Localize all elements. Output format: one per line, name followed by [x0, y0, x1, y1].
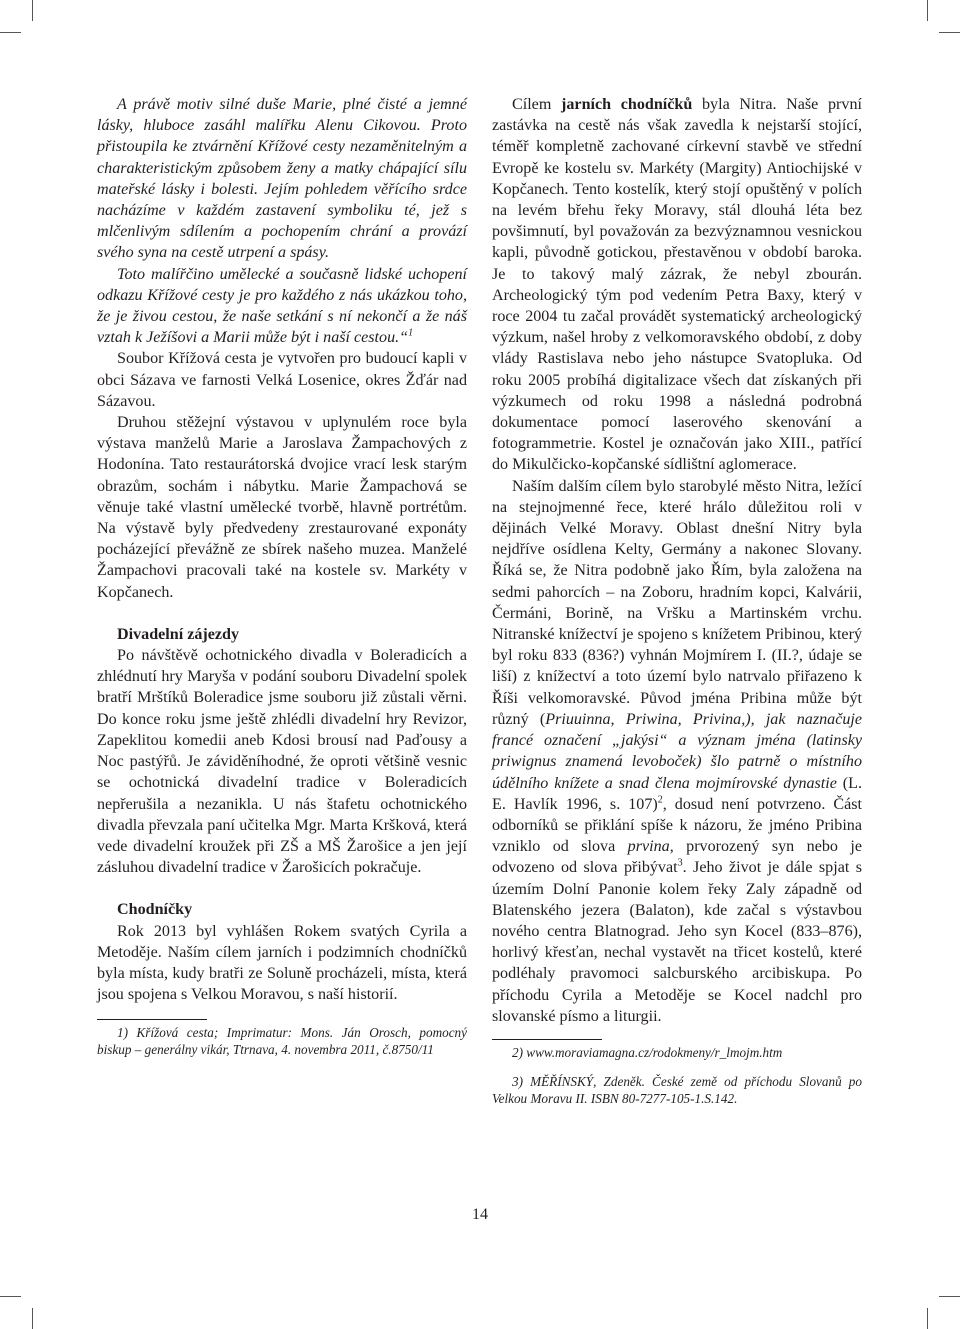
footnote-rule	[492, 1039, 602, 1040]
crop-mark	[32, 0, 33, 21]
right-column	[492, 94, 862, 1107]
footnote: 2) www.moraviamagna.cz/rodokmeny/r_lmojm.htm	[512, 1044, 783, 1060]
crop-mark	[939, 1296, 960, 1297]
footnote-mark: 1	[408, 327, 414, 339]
page-number: 14	[472, 1206, 488, 1223]
crop-mark	[0, 1296, 21, 1297]
crop-mark	[939, 32, 960, 33]
body-paragraph: Po návštěvě ochotnického divadla v Boleradicích a zhlédnutí hry Maryša v podání souboru Divadelní spolek bratří Mrštíků Boleradice jsme souboru již zůstali věrni. Do konce roku jsme ještě zhlédli divadelní hry Revizor, Zapeklitou komedii aneb Kdosi brousí nad Paďousy a Noc pastýřů. Je záviděníhodné, že oproti většině vesnic se ochotnická divadelní tradice v Boleradicích nepřerušila a nezanikla. U nás štafetu ochotnického divadla převzala paní učitelka Mgr. Marta Kršková, která vede divadelní kroužek při ZŠ a MŠ Žarošice a jen její zásluhou divadelní tradice v Žarošicích pokračuje.	[97, 647, 467, 877]
crop-mark	[927, 0, 928, 21]
body-paragraph: Soubor Křížová cesta je vytvořen pro budoucí kapli v obci Sázava ve farnosti Velká Losenice, okres Žďár nad Sázavou.	[97, 350, 467, 410]
footnote: 1) Křížová cesta; Imprimatur: Mons. Ján Orosch, pomocný biskup – generálny vikár, Ttrnava, 4. novembra 2011, č.8750/11	[97, 1025, 467, 1058]
section-heading: Divadelní zájezdy	[117, 625, 240, 643]
body-paragraph: Druhou stěžejní výstavou v uplynulém roce byla výstava manželů Marie a Jaroslava Žampachových z Hodonína. Tato restaurátorská dvojice vrací lesk starým obrazům, sochám i nábytku. Marie Žampachová se věnuje také vlastní umělecké tvorbě, hlavně portrétům. Na výstavě byly předvedeny zrestaurované exponáty pocházející převážně ze sbírek našeho muzea. Manželé Žampachovi pracovali také na kostele sv. Markéty v Kopčanech.	[97, 414, 467, 601]
quote-paragraph: A právě motiv silné duše Marie, plné čisté a jemné lásky, hluboce zasáhl malířku Alenu Cikovou. Proto přistoupila ke ztvárnění Křížové cesty nezaměnitelným a charakteristickým způsobem ženy a matky chápající sílu mateřské lásky i bolesti. Jejím pohledem věřícího srdce nacházíme v každém zastavení symboliku té, jež s mlčenlivým sdílením a pochopením chrání a provází svého syna na cestě utrpení a spásy.	[97, 96, 467, 262]
section-heading: Chodníčky	[117, 901, 193, 919]
quote-paragraph: Toto malířčino umělecké a současně lidské uchopení odkazu Křížové cesty je pro každého z nás ukázkou toho, že je živou cestou, že naše setkání s ní nekončí a že náš vztah k Ježíšovi a Marii může být i naší cestou.“$^1$	[97, 265, 467, 347]
footnote-rule	[97, 1019, 207, 1020]
crop-mark	[32, 1308, 33, 1329]
crop-mark	[927, 1308, 928, 1329]
footnote-mark: 3	[677, 857, 683, 869]
body-paragraph: Naším dalším cílem bylo starobylé město Nitra, ležící na stejnojmenné řece, které hrálo důležitou roli v dějinách Velké Moravy. Oblast dnešní Nitry byla nejdříve osídlena Kelty, Germány a nakonec Slovany. Říká se, že Nitra podobně jako Řím, byla založena na sedmi pahorcích – na Zoboru, hradním kopci, Kalvárii, Čermáni, Borině, na Vršku a Martinském vrchu. Nitranské knížectví je spojeno s knížetem Pribinou, který byl roku 833 (836?) vyhnán Mojmírem I. (II.?, údaje se liší) z knížectví a toto území bylo natrvalo přiřazeno k Říši velkomoravské. Původ jména Pribina může být různý (Priuuinna, Priwina, Privina,), jak naznačuje francé označení „jakýsi“ a význam jména (latinsky priwignus znamená levoboček) šlo patrně o místního údělního knížete a snad člena mojmírovské dynastie (L. E. Havlík 1996, s. 107)$^2$, dosud není potvrzeno. Část odborníků se přiklání spíše k názoru, že jméno Pribina vzniklo od slova prvina, prvorozený syn nebo je odvozeno od slova přibývat$^3$. Jeho život je dále spjat s územím Dolní Panonie kolem řeky Zaly západně od Blatenského jezera (Balaton), kde začal s výstavbou nového centra Blatnograd. Jeho syn Kocel (833–876), horlivý křesťan, nechal vystavět na třicet kostelů, které podléhaly pravomoci salcburského arcibiskupa. Po příchodu Cyrila a Metoděje se Kocel nadchl pro slovanské písmo a liturgii.	[492, 477, 863, 1025]
body-paragraph: Cílem jarních chodníčků byla Nitra. Naše první zastávka na cestě nás však zavedla k nejstarší stojící, téměř kompletně zachované církevní stavbě ve střední Evropě ke kostelu sv. Markéty (Margity) Antiochijské v Kopčanech. Tento kostelík, který stojí opuštěný v polích na levém břehu řeky Moravy, stál dlouhá léta bez povšimnutí, byl považován za bezvýznamnou vesnickou kapli, původně gotickou, přestavěnou v období baroka. Je to takový malý zázrak, že nebyl zbourán. Archeologický tým pod vedením Petra Baxy, který v roce 2004 tu začal provádět systematický archeologický výzkum, našel hroby z velkomoravského období, z doby vlády Rastislava nebo jeho nástupce Svatopluka. Od roku 2005 probíhá digitalizace všech dat získaných při výzkumech od roku 1998 a následná podrobná dokumentace pomocí laserového skenování a fotogrammetrie. Kostel je označován jako XIII., patřící do Mikulčicko-kopčanské sídlištní aglomerace.	[492, 96, 862, 474]
footnote: 3) MĚŘÍNSKÝ, Zdeněk. České země od příchodu Slovanů po Velkou Moravu II. ISBN 80-7277-105-1.S.142.	[492, 1073, 862, 1106]
left-column	[97, 94, 467, 1058]
crop-mark	[0, 32, 21, 33]
footnote-mark: 2	[657, 794, 663, 806]
body-paragraph: Rok 2013 byl vyhlášen Rokem svatých Cyrila a Metoděje. Naším cílem jarních i podzimních chodníčků byla místa, kudy bratři ze Soluně procházeli, místa, která jsou spojena s Velkou Moravou, s naší historií.	[97, 922, 467, 1004]
